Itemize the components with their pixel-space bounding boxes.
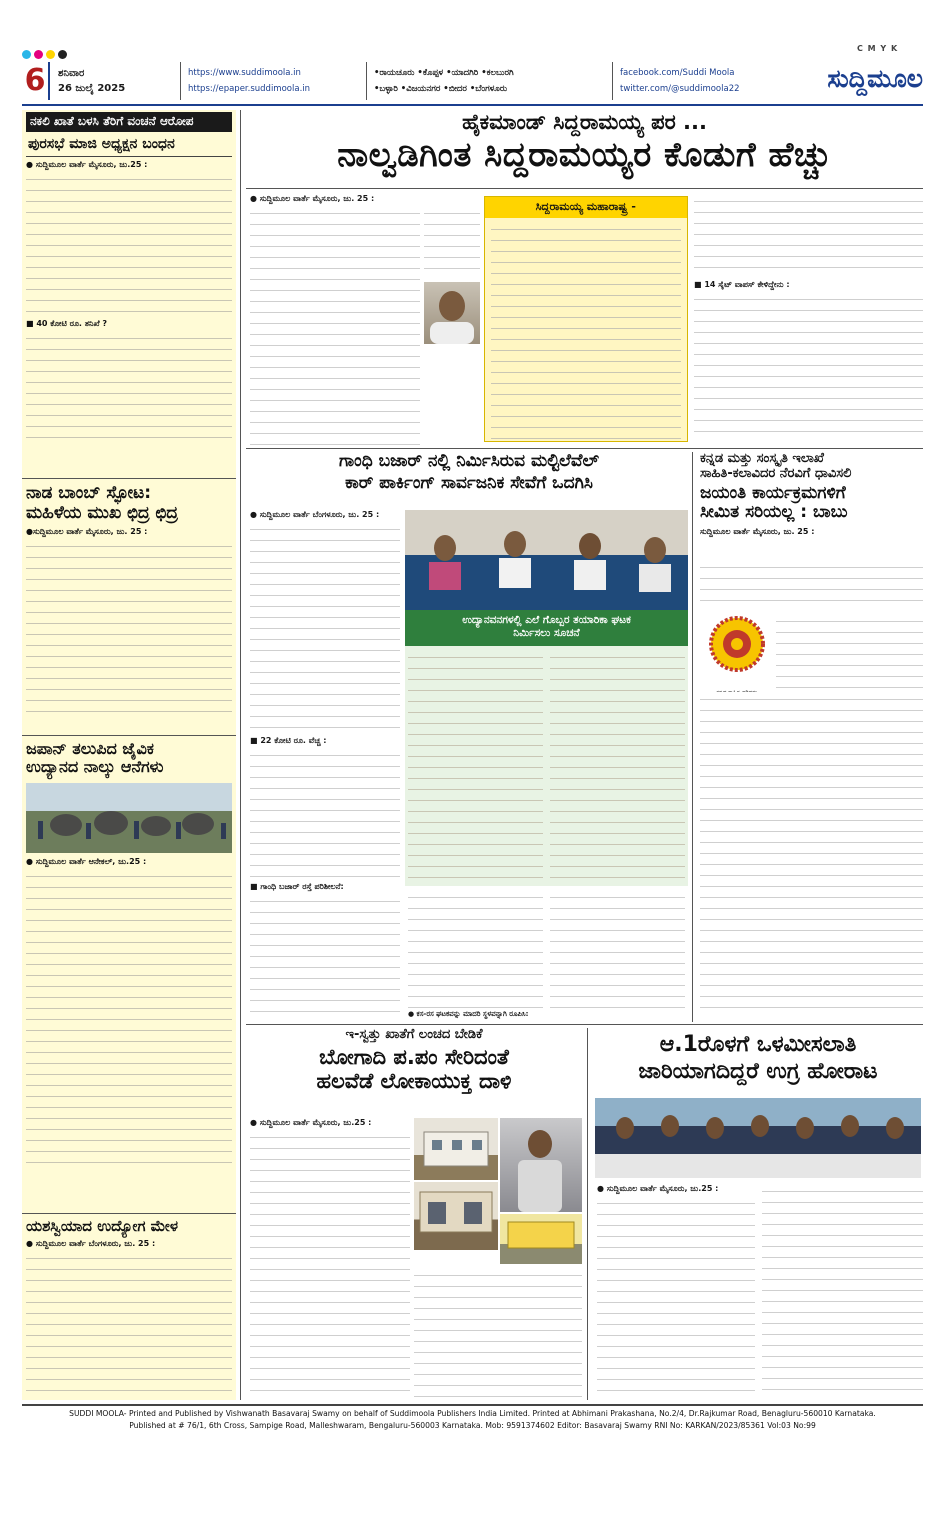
article-body (26, 1251, 232, 1401)
cities-row-2: •ಬಳ್ಳಾರಿ •ವಿಜಯನಗರ •ಬೀದರ •ಬೆಂಗಳೂರು (374, 84, 508, 94)
officer-photo (500, 1118, 582, 1212)
article-headline: ಯಶಸ್ವಿಯಾದ ಉದ್ಯೋಗ ಮೇಳ (26, 1217, 179, 1235)
parking-body-2 (250, 748, 400, 878)
registration-dots (22, 44, 70, 63)
article-kicker: ನಕಲಿ ಖಾತೆ ಬಳಸಿ ತೆರಿಗೆ ವಂಚನೆ ಆರೋಪ (26, 112, 232, 132)
culture-body-3 (700, 692, 923, 1018)
meeting-illustration (405, 510, 688, 610)
parking-headline: ಕಾರ್ ಪಾರ್ಕಿಂಗ್ ಸಾರ್ವಜನಿಕ ಸೇವೆಗೆ ಒದಗಿಸಿ (345, 472, 593, 493)
reservation-headline: ಜಾರಿಯಾಗದಿದ್ದರೆ ಉಗ್ರ ಹೋರಾಟ (638, 1059, 878, 1085)
culture-kicker: ಸಾಹಿತಿ-ಕಲಾವಿದರ ನೆರವಿಗೆ ಧಾವಿಸಲಿ (700, 465, 852, 481)
quote-box-title: ಸಿದ್ದರಾಮಯ್ಯ ಮಹಾರಾಷ್ಟ್ರ ⁃ (485, 197, 687, 218)
lokayukta-body-1 (250, 1130, 410, 1400)
portrait-photo (424, 282, 480, 344)
culture-kicker: ಕನ್ನಡ ಮತ್ತು ಸಂಸ್ಕೃತಿ ಇಲಾಖೆ (700, 451, 824, 466)
meeting-photo (405, 510, 688, 610)
quote-box (484, 196, 688, 442)
article-subhead: ■ 40 ಕೋಟಿ ರೂ. ತನಿಖೆ ? (26, 318, 108, 328)
elephants-photo (26, 783, 232, 853)
person-illustration (424, 282, 480, 344)
caption-line: ಉದ್ಯಾನವನಗಳಲ್ಲಿ ಎಲೆ ಗೊಬ್ಬರ ತಯಾರಿಕಾ ಘಟಕ (462, 614, 631, 626)
parking-body-intro (250, 522, 400, 732)
kasapa-emblem (704, 614, 770, 686)
quote-box-body (491, 222, 681, 442)
parking-body-green1 (408, 650, 543, 882)
lead-body-col1 (250, 206, 420, 446)
left-article-jobfair (26, 1218, 232, 1401)
article-body (26, 331, 232, 441)
building-illustration (414, 1182, 498, 1250)
newspaper-logo: ಸುದ್ದಿಮೂಲ (827, 64, 923, 93)
emblem-icon (704, 614, 770, 686)
article-headline: ನಾಡ ಬಾಂಬ್ ಸ್ಫೋಟ: (26, 483, 152, 503)
lead-byline: ● ಸುದ್ದಿಮೂಲ ವಾರ್ತೆ ಮೈಸೂರು, ಜು. 25 : (250, 194, 375, 203)
lead-body-col3b (694, 292, 923, 442)
press-meet-photo (595, 1098, 921, 1178)
masthead (22, 62, 923, 102)
reservation-body-2 (762, 1184, 923, 1400)
lead-kicker: ಹೈಕಮಾಂಡ್ ಸಿದ್ದರಾಮಯ್ಯ ಪರ ... (462, 110, 707, 134)
culture-headline: ಜಯಂತಿ ಕಾರ್ಯಕ್ರಮಗಳಿಗೆ (700, 482, 846, 503)
lokayukta-story (246, 1028, 582, 1093)
parking-body-4 (408, 890, 543, 1008)
parking-body-5 (550, 890, 685, 1018)
date-label: 26 ಜುಲೈ 2025 (58, 83, 126, 94)
building-illustration (500, 1214, 582, 1264)
caption-line: ನಿರ್ಮಿಸಲು ಸೂಚನೆ (513, 627, 580, 639)
lokayukta-body-2 (414, 1268, 582, 1400)
lokayukta-headline: ಬೋಗಾದಿ ಪ.ಪಂ ಸೇರಿದಂತೆ (319, 1044, 509, 1069)
press-meet-illustration (595, 1098, 921, 1178)
parking-byline: ● ಸುದ್ದಿಮೂಲ ವಾರ್ತೆ ಬೆಂಗಳೂರು, ಜು. 25 : (250, 510, 380, 519)
lead-story (246, 110, 923, 175)
reservation-story (593, 1032, 923, 1085)
parking-headline: ಗಾಂಧಿ ಬಜಾರ್ ನಲ್ಲಿ ನಿರ್ಮಿಸಿರುವ ಮಲ್ಟಿಲೆವೆಲ್ (338, 451, 599, 471)
office-photo-1 (414, 1118, 498, 1180)
parking-body-3 (250, 894, 400, 1014)
lead-body-col1b (424, 206, 480, 278)
lead-headline: ನಾಲ್ವಡಿಗಿಂತ ಸಿದ್ದರಾಮಯ್ಯರ ಕೊಡುಗೆ ಹೆಚ್ಚು (337, 135, 832, 176)
imprint-line: SUDDI MOOLA- Printed and Published by Vishwanath Basavaraj Swamy on behalf of Suddimoola Publishers India Limited. Printed at Abhimani Prakashana, No.2/4, Dr.Rajkumar Road, Benagluru-560010 Karnataka. (69, 1409, 876, 1418)
elephants-illustration (26, 783, 232, 853)
lokayukta-headline: ಹಲವೆಡೆ ಲೋಕಾಯುಕ್ತ ದಾಳಿ (316, 1069, 512, 1094)
reservation-body-1 (597, 1196, 755, 1400)
cities-row-1: •ರಾಯಚೂರು •ಕೊಪ್ಪಳ •ಯಾದಗಿರಿ •ಕಲಬುರಗಿ (374, 68, 514, 78)
building-illustration (414, 1118, 498, 1180)
office-photo-2 (414, 1182, 498, 1250)
parking-story (246, 452, 692, 493)
article-headline: ಪುರಸಭೆ ಮಾಜಿ ಅಧ್ಯಕ್ಷನ ಬಂಧನ (26, 132, 232, 157)
article-byline: ●ಸುದ್ದಿಮೂಲ ವಾರ್ತೆ ಮೈಸೂರು, ಜು. 25 : (26, 527, 148, 537)
photo-caption (405, 610, 688, 646)
day-label: ಶನಿವಾರ (58, 68, 85, 79)
article-body (26, 869, 232, 1169)
left-article-bomb (26, 484, 232, 719)
article-byline: ● ಸುದ್ದಿಮೂಲ ವಾರ್ತೆ ಬೆಂಗಳೂರು, ಜು. 25 : (26, 1239, 156, 1249)
twitter-link[interactable]: twitter.com/@suddimoola22 (620, 84, 740, 94)
person-illustration (500, 1118, 582, 1212)
left-article-elephants (26, 740, 232, 1169)
left-article-fraud (26, 112, 232, 441)
culture-story (700, 452, 923, 537)
culture-body-1 (700, 560, 923, 610)
culture-byline: ಸುದ್ದಿಮೂಲ ವಾರ್ತೆ ಮೈಸೂರು, ಜು. 25 : (700, 526, 815, 536)
article-headline: ಉದ್ಯಾನದ ನಾಲ್ಕು ಆನೆಗಳು (26, 757, 164, 777)
reservation-byline: ● ಸುದ್ದಿಮೂಲ ವಾರ್ತೆ ಮೈಸೂರು, ಜು.25 : (597, 1184, 719, 1193)
lokayukta-byline: ● ಸುದ್ದಿಮೂಲ ವಾರ್ತೆ ಮೈಸೂರು, ಜು.25 : (250, 1118, 372, 1127)
parking-subhead: ■ 22 ಕೋಟಿ ರೂ. ವೆಚ್ಚ : (250, 736, 327, 745)
article-headline: ಜಪಾನ್ ತಲುಪಿದ ಜೈವಿಕ (26, 739, 155, 758)
article-body (26, 539, 232, 719)
imprint-line: Published at # 76/1, 6th Cross, Sampige Road, Malleshwaram, Bengaluru-560003 Karnataka. Mob: 9591374602 Editor: Basavaraj Swamy RNI No: KARKAN/2023/85361 Vol:03 No:99 (129, 1421, 816, 1430)
epaper-link[interactable]: https://epaper.suddimoola.in (188, 84, 311, 94)
lokayukta-kicker: ಇ-ಸ್ವತ್ತು ಖಾತೆಗೆ ಲಂಚದ ಬೇಡಿಕೆ (345, 1027, 483, 1042)
reservation-headline: ಆ.1ರೊಳಗೆ ಒಳಮೀಸಲಾತಿ (659, 1032, 857, 1057)
article-body (26, 172, 232, 317)
parking-subhead: ● ಕಸ-ರಸ ಘಟಕವನ್ನು ಮಾದರಿ ಸ್ಥಳವನ್ನಾಗಿ ರೂಪಿಸಿ: (408, 1010, 529, 1018)
article-byline: ● ಸುದ್ದಿಮೂಲ ವಾರ್ತೆ ಮೈಸೂರು, ಜು.25 : (26, 159, 148, 169)
article-headline: ಮಹಿಳೆಯ ಮುಖ ಛಿದ್ರ ಛಿದ್ರ (26, 502, 179, 523)
website-link[interactable]: https://www.suddimoola.in (188, 68, 301, 78)
culture-body-2 (776, 614, 923, 688)
culture-headline: ಸೀಮಿತ ಸರಿಯಲ್ಲ : ಬಾಬು (700, 502, 848, 523)
article-byline: ● ಸುದ್ದಿಮೂಲ ವಾರ್ತೆ ಆನೇಕಲ್, ಜು.25 : (26, 856, 147, 866)
cmyk-mark: C M Y K (857, 44, 899, 53)
parking-body-green2 (550, 650, 685, 882)
lead-body-col3 (694, 194, 923, 276)
page-number: 6 (22, 62, 50, 100)
facebook-link[interactable]: facebook.com/Suddi Moola (620, 68, 735, 78)
imprint-footer (22, 1408, 923, 1432)
parking-subhead: ■ ಗಾಂಧಿ ಬಜಾರ್ ರಸ್ತೆ ಪರಿಶೀಲನೆ: (250, 882, 344, 891)
lead-subhead: ■ 14 ಸೈಟ್ ವಾಪಸ್ ಕೇಳಿದ್ದೇನು : (694, 280, 790, 289)
office-photo-3 (500, 1214, 582, 1264)
